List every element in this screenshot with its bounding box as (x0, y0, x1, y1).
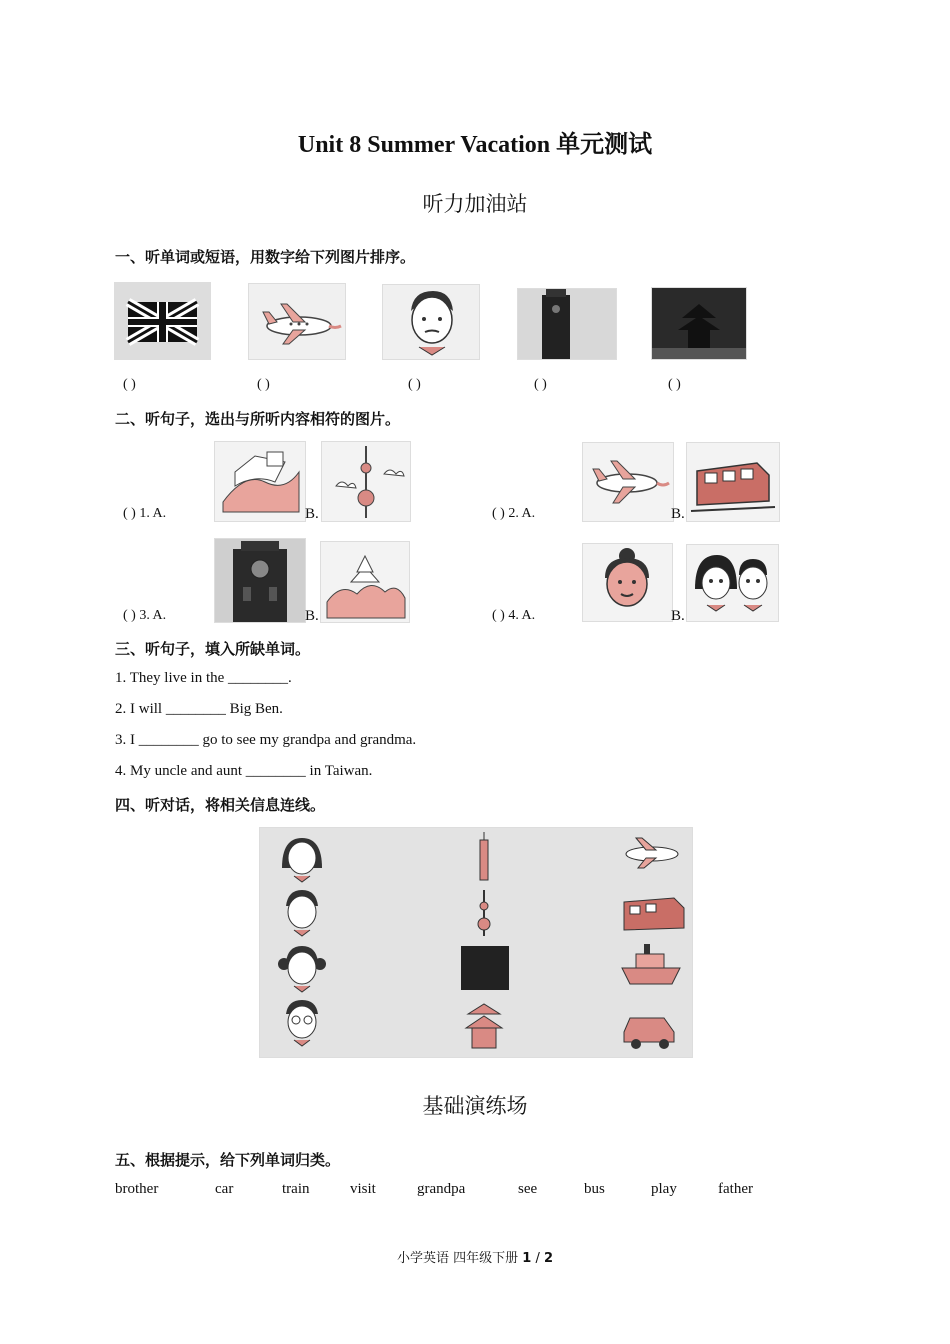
q2-item-3-b: B. (305, 608, 319, 624)
q3-line-4: 4. My uncle and aunt ________ in Taiwan. (115, 763, 373, 779)
word-item: play (651, 1181, 677, 1197)
page-separator: / (535, 1251, 540, 1266)
q1-blank-5[interactable]: ( ) (668, 377, 681, 392)
q2-item-4-b: B. (671, 608, 685, 624)
boy-face-icon (382, 284, 480, 360)
q1-blank-4[interactable]: ( ) (534, 377, 547, 392)
question-1-heading: 一、听单词或短语，用数字给下列图片排序。 (115, 248, 416, 266)
page-number: 1 (522, 1251, 532, 1266)
train-icon (624, 898, 684, 930)
word-item: father (718, 1181, 753, 1197)
children-faces-icon (686, 544, 779, 622)
airplane-icon (582, 442, 674, 522)
airplane-icon (248, 283, 346, 360)
q2-item-2-b: B. (671, 506, 685, 522)
page-footer (0, 1247, 950, 1266)
page-title: Unit 8 Summer Vacation 单元测试 (297, 132, 653, 158)
big-ben-icon (461, 946, 509, 990)
section-title-basics: 基础演练场 (422, 1094, 528, 1118)
q1-blank-2[interactable]: ( ) (257, 377, 270, 392)
q3-line-2: 2. I will ________ Big Ben. (115, 701, 283, 717)
word-item: see (518, 1181, 538, 1197)
section-title-listening: 听力加油站 (422, 192, 528, 216)
uk-flag-icon (114, 282, 211, 360)
big-ben-icon (214, 538, 306, 623)
q1-blank-3[interactable]: ( ) (408, 377, 421, 392)
q2-item-2-label[interactable]: ( ) 2. A. (492, 506, 536, 521)
question-3-heading: 三、听句子，填入所缺单词。 (115, 640, 311, 658)
footer-label: 小学英语 四年级下册 (396, 1251, 519, 1266)
q3-line-1: 1. They live in the ________. (115, 670, 292, 686)
q2-item-1-label[interactable]: ( ) 1. A. (123, 506, 167, 521)
page-total: 2 (543, 1251, 554, 1266)
temple-icon (651, 287, 747, 360)
tv-tower-icon (321, 441, 411, 522)
garden-icon (320, 541, 410, 623)
grandma-face-icon (582, 543, 673, 622)
question-5-heading: 五、根据提示，给下列单词归类。 (115, 1151, 341, 1169)
question-4-heading: 四、听对话，将相关信息连线。 (115, 796, 326, 814)
question-2-heading: 二、听句子，选出与所听内容相符的图片。 (115, 410, 401, 428)
q2-item-3-label[interactable]: ( ) 3. A. (123, 608, 167, 623)
q2-item-1-b: B. (305, 506, 319, 522)
word-item: bus (584, 1181, 605, 1197)
q2-item-4-label[interactable]: ( ) 4. A. (492, 608, 536, 623)
train-icon (686, 442, 780, 522)
word-item: brother (115, 1181, 159, 1197)
q3-line-3: 3. I ________ go to see my grandpa and grandma. (115, 732, 417, 748)
word-item: grandpa (417, 1181, 466, 1197)
great-wall-icon (214, 441, 306, 522)
word-item: visit (350, 1181, 376, 1197)
q1-blank-1[interactable]: ( ) (123, 377, 136, 392)
big-ben-icon (517, 288, 617, 360)
word-item: car (215, 1181, 234, 1197)
word-item: train (282, 1181, 310, 1197)
matching-image (259, 827, 693, 1058)
